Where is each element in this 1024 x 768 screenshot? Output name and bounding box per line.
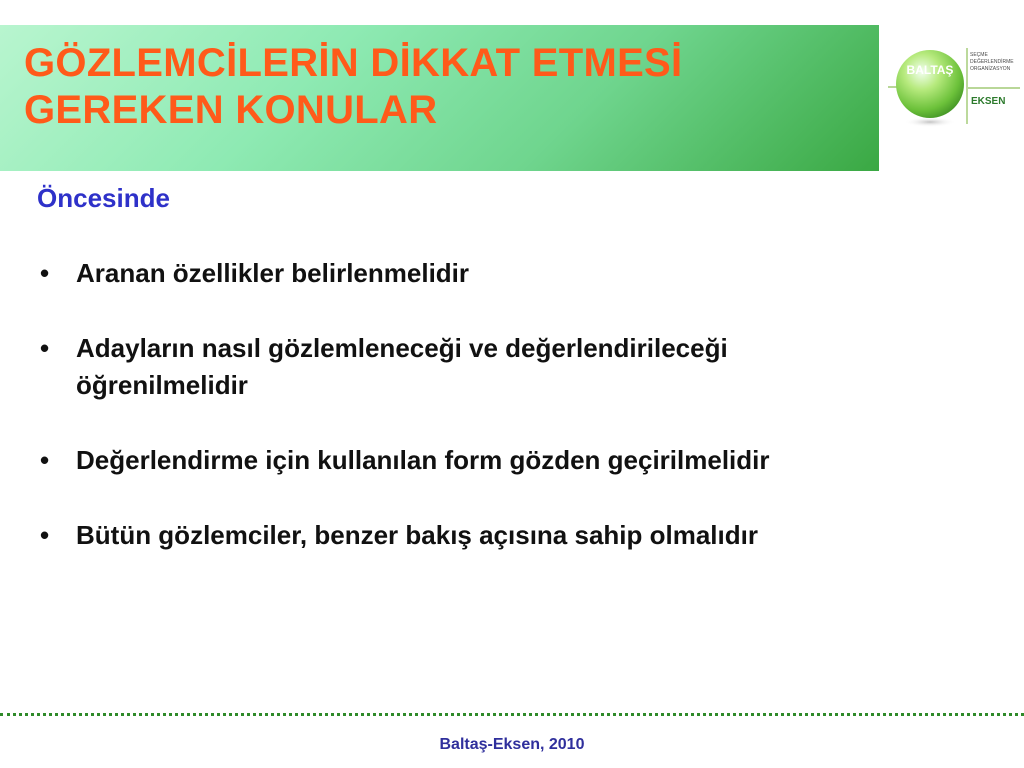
bullet-list [37, 255, 897, 592]
logo-brand-text: BALTAŞ [906, 63, 954, 77]
logo-sub-brand: EKSEN [971, 96, 1006, 107]
bullet-icon: • [40, 258, 50, 288]
bullet-text: Adayların nasıl gözlemleneceği ve değerlendirileceği öğrenilmelidir [76, 333, 728, 400]
title-line-1: GÖZLEMCİLERİN DİKKAT ETMESİ [24, 41, 683, 85]
bullet-icon: • [40, 333, 50, 363]
logo-small-line-3: ORGANİZASYON [970, 66, 1011, 72]
baltas-eksen-logo [884, 44, 1022, 130]
bullet-item-1 [37, 255, 897, 292]
logo-small-line-1: SEÇME [970, 52, 988, 58]
logo-graphic [884, 44, 1022, 130]
title-line-2: GEREKEN KONULAR [24, 88, 438, 132]
logo-sphere [896, 50, 964, 118]
bullet-item-3 [37, 442, 897, 479]
footer-divider [0, 713, 1024, 716]
bullet-icon: • [40, 520, 50, 550]
bullet-icon: • [40, 445, 50, 475]
bullet-text: Bütün gözlemciler, benzer bakış açısına sahip olmalıdır [76, 520, 758, 550]
slide-title [24, 40, 864, 134]
bullet-item-4 [37, 517, 897, 554]
bullet-text: Değerlendirme için kullanılan form gözden geçirilmelidir [76, 445, 770, 475]
section-heading: Öncesinde [37, 183, 170, 213]
logo-small-line-2: DEĞERLENDİRME [970, 59, 1014, 65]
logo-shadow [904, 117, 956, 127]
bullet-text: Aranan özellikler belirlenmelidir [76, 258, 470, 288]
bullet-item-2 [37, 330, 897, 404]
footer-text: Baltaş-Eksen, 2010 [439, 736, 585, 753]
